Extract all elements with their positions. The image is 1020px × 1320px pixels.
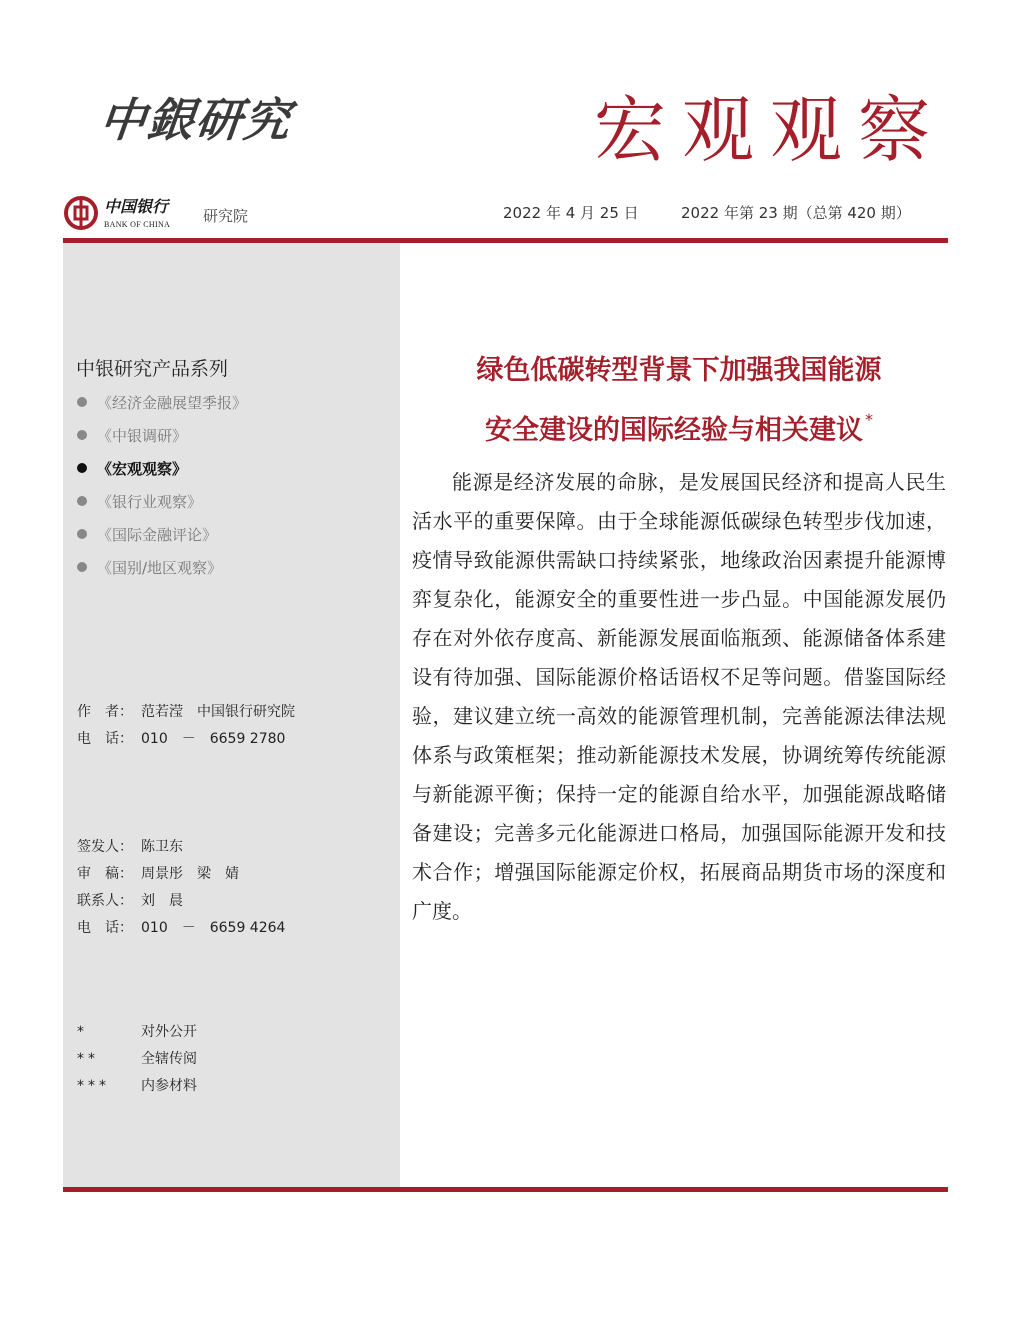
institute-label: 研究院 xyxy=(203,207,249,225)
product-label: 《国别/地区观察》 xyxy=(97,559,223,577)
legend-label: 全辖传阅 xyxy=(141,1051,197,1067)
info-key: 审 稿： xyxy=(77,866,133,882)
footnote-mark: * xyxy=(865,410,873,429)
bank-name-en: BANK OF CHINA xyxy=(104,220,171,229)
product-label: 《经济金融展望季报》 xyxy=(97,394,248,412)
contact-row xyxy=(77,890,285,917)
info-value: 刘 晨 xyxy=(141,893,183,909)
info-key: 电 话： xyxy=(77,920,133,936)
bullet-icon xyxy=(77,562,87,572)
article-abstract: 能源是经济发展的命脉，是发展国民经济和提高人民生活水平的重要保障。由于全球能源低碳绿色转型步伐加速，疫情导致能源供需缺口持续紧张，地缘政治因素提升能源博弈复杂化，能源安全的重要性进一步凸显。中国能源发展仍存在对外依存度高、新能源发展面临瓶颈、能源储备体系建设有待加强、国际能源价格话语权不足等问题。借鉴国际经验，建议建立统一高效的能源管理机制，完善能源法律法规体系与政策框架；推动新能源技术发展，协调统筹传统能源与新能源平衡；保持一定的能源自给水平，加强能源战略储备建设；完善多元化能源进口格局，加强国际能源开发和技术合作；增强国际能源定价权，拓展商品期货市场的深度和广度。 xyxy=(412,470,946,923)
info-value: 陈卫东 xyxy=(141,839,183,855)
legend-row xyxy=(77,1075,197,1102)
classification-legend xyxy=(77,1021,197,1102)
legend-stars: * xyxy=(77,1024,88,1040)
author-phone-row xyxy=(77,728,295,755)
author-row xyxy=(77,701,295,728)
article-title-line-2 xyxy=(410,408,948,447)
info-value: 010 － 6659 4264 xyxy=(141,920,286,936)
info-key: 签发人： xyxy=(77,839,133,855)
info-value: 010 － 6659 2780 xyxy=(141,731,286,747)
bullet-icon xyxy=(77,463,87,473)
bank-name-cn: 中国银行 xyxy=(104,197,169,216)
product-item xyxy=(77,491,247,524)
info-key: 联系人： xyxy=(77,893,133,909)
legend-label: 内参材料 xyxy=(141,1078,197,1094)
title-text: 安全建设的国际经验与相关建议 xyxy=(485,415,863,446)
bottom-rule xyxy=(63,1187,948,1192)
product-item xyxy=(77,392,247,425)
legend-label: 对外公开 xyxy=(141,1024,197,1040)
bullet-icon xyxy=(77,397,87,407)
product-item xyxy=(77,557,247,590)
editor-info xyxy=(77,836,285,944)
product-label: 《国际金融评论》 xyxy=(97,526,218,544)
brand-logo: 中銀研究 xyxy=(96,93,295,147)
issue-number: 2022 年第 23 期（总第 420 期） xyxy=(681,204,911,222)
info-value: 周景彤 梁 婧 xyxy=(141,866,239,882)
info-key: 作 者： xyxy=(77,704,133,720)
issue-date: 2022 年 4 月 25 日 xyxy=(503,204,639,222)
author-info xyxy=(77,701,295,755)
legend-stars: *** xyxy=(77,1078,110,1094)
reviewer-row xyxy=(77,863,285,890)
series-title: 宏观观察 xyxy=(593,88,946,172)
issuer-row xyxy=(77,836,285,863)
product-label: 《中银调研》 xyxy=(97,427,188,445)
product-item xyxy=(77,524,247,557)
bullet-icon xyxy=(77,430,87,440)
sidebar-heading: 中银研究产品系列 xyxy=(76,358,229,380)
product-list xyxy=(77,392,247,590)
legend-stars: ** xyxy=(77,1051,99,1067)
product-item-active xyxy=(77,458,247,491)
title-text: 绿色低碳转型背景下加强我国能源 xyxy=(476,355,882,386)
product-label: 《银行业观察》 xyxy=(97,493,203,511)
contact-phone-row xyxy=(77,917,285,944)
bullet-icon xyxy=(77,529,87,539)
article-title-line-1 xyxy=(410,348,948,387)
bullet-icon xyxy=(77,496,87,506)
legend-row xyxy=(77,1048,197,1075)
info-value: 范若滢 中国银行研究院 xyxy=(141,704,295,720)
product-label: 《宏观观察》 xyxy=(97,460,188,478)
sidebar xyxy=(63,243,400,1187)
product-item xyxy=(77,425,247,458)
bank-of-china-logo-icon xyxy=(64,196,98,230)
legend-row xyxy=(77,1021,197,1048)
info-key: 电 话： xyxy=(77,731,133,747)
